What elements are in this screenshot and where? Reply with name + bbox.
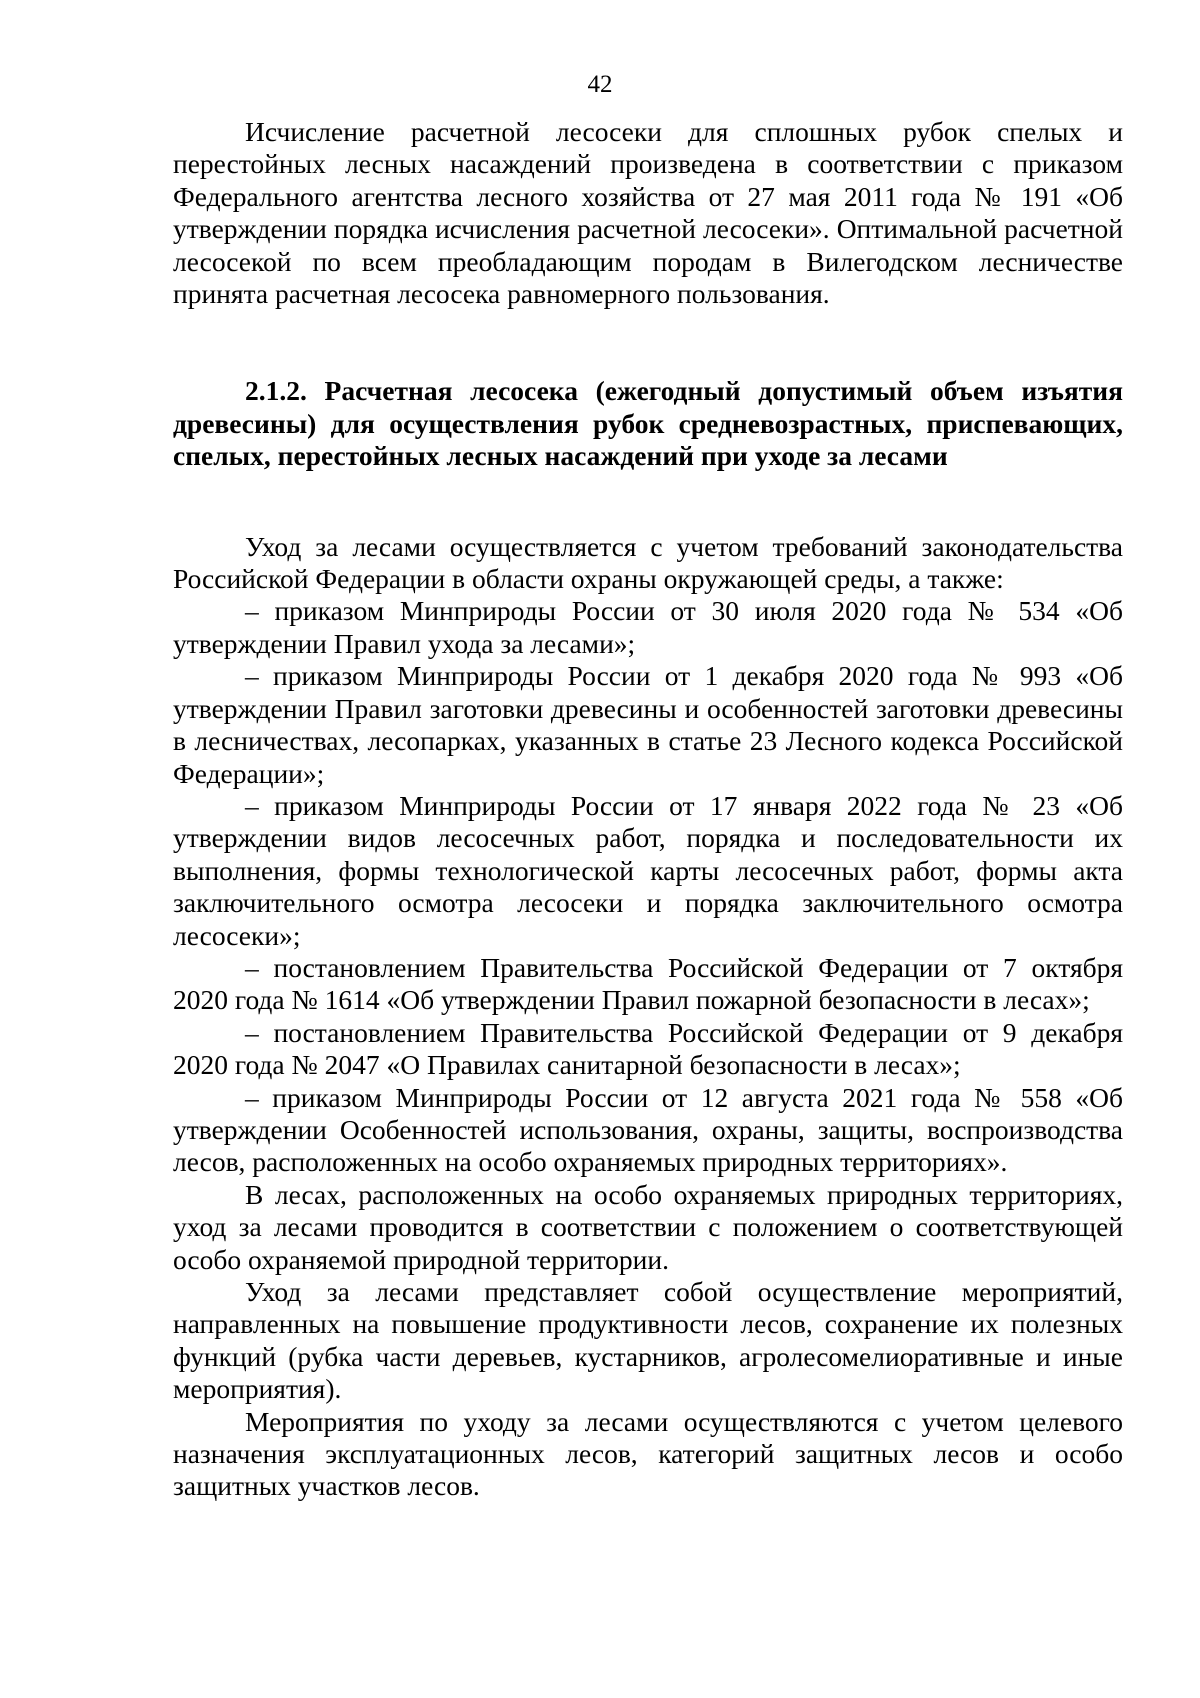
care-definition-paragraph: Уход за лесами представляет собой осуществление мероприятий, направленных на повышение продуктивности лесов, сохранение их полезных функций (рубка части деревьев, кустарников, агролесомелиоративные и иные мероприятия). [173, 1276, 1123, 1405]
regulation-item: – приказом Минприроды России от 12 августа 2021 года № 558 «Об утверждении Особенностей использования, охраны, защиты, воспроизводства лесов, расположенных на особо охраняемых природных территориях». [173, 1081, 1123, 1178]
intro-paragraph: Исчисление расчетной лесосеки для сплошных рубок спелых и перестойных лесных насаждений произведена в соответствии с приказом Федерального агентства лесного хозяйства от 27 мая 2011 года № 191 «Об утверждении порядка исчисления расчетной лесосеки». Оптимальной расчетной лесосекой по всем преобладающим породам в Вилегодском лесничестве принята расчетная лесосека равномерного пользования. [173, 116, 1123, 310]
protected-areas-paragraph: В лесах, расположенных на особо охраняемых природных территориях, уход за лесами проводится в соответствии с положением о соответствующей особо охраняемой природной территории. [173, 1178, 1123, 1275]
section-heading: 2.1.2. Расчетная лесосека (ежегодный допустимый объем изъятия древесины) для осуществления рубок средневозрастных, приспевающих, спелых, перестойных лесных насаждений при уходе за лесами [173, 375, 1123, 472]
regulation-item: – приказом Минприроды России от 1 декабря 2020 года № 993 «Об утверждении Правил заготовки древесины и особенностей заготовки древесины в лесничествах, лесопарках, указанных в статье 23 Лесного кодекса Российской Федерации»; [173, 660, 1123, 789]
regulations-list [173, 595, 1123, 1178]
care-intro-paragraph: Уход за лесами осуществляется с учетом требований законодательства Российской Федерации в области охраны окружающей среды, а также: [173, 530, 1123, 595]
regulation-item: – постановлением Правительства Российской Федерации от 9 декабря 2020 года № 2047 «О Правилах санитарной безопасности в лесах»; [173, 1016, 1123, 1081]
regulation-item: – приказом Минприроды России от 17 января 2022 года № 23 «Об утверждении видов лесосечных работ, порядка и последовательности их выполнения, формы технологической карты лесосечных работ, формы акта заключительного осмотра лесосеки и порядка заключительного осмотра лесосеки»; [173, 789, 1123, 951]
care-measures-paragraph: Мероприятия по уходу за лесами осуществляются с учетом целевого назначения эксплуатационных лесов, категорий защитных лесов и особо защитных участков лесов. [173, 1405, 1123, 1502]
regulation-item: – приказом Минприроды России от 30 июля 2020 года № 534 «Об утверждении Правил ухода за лесами»; [173, 595, 1123, 659]
page-number: 42 [587, 71, 613, 98]
regulation-item: – постановлением Правительства Российской Федерации от 7 октября 2020 года № 1614 «Об утверждении Правил пожарной безопасности в лесах»; [173, 951, 1123, 1016]
page-body [173, 116, 1123, 1503]
